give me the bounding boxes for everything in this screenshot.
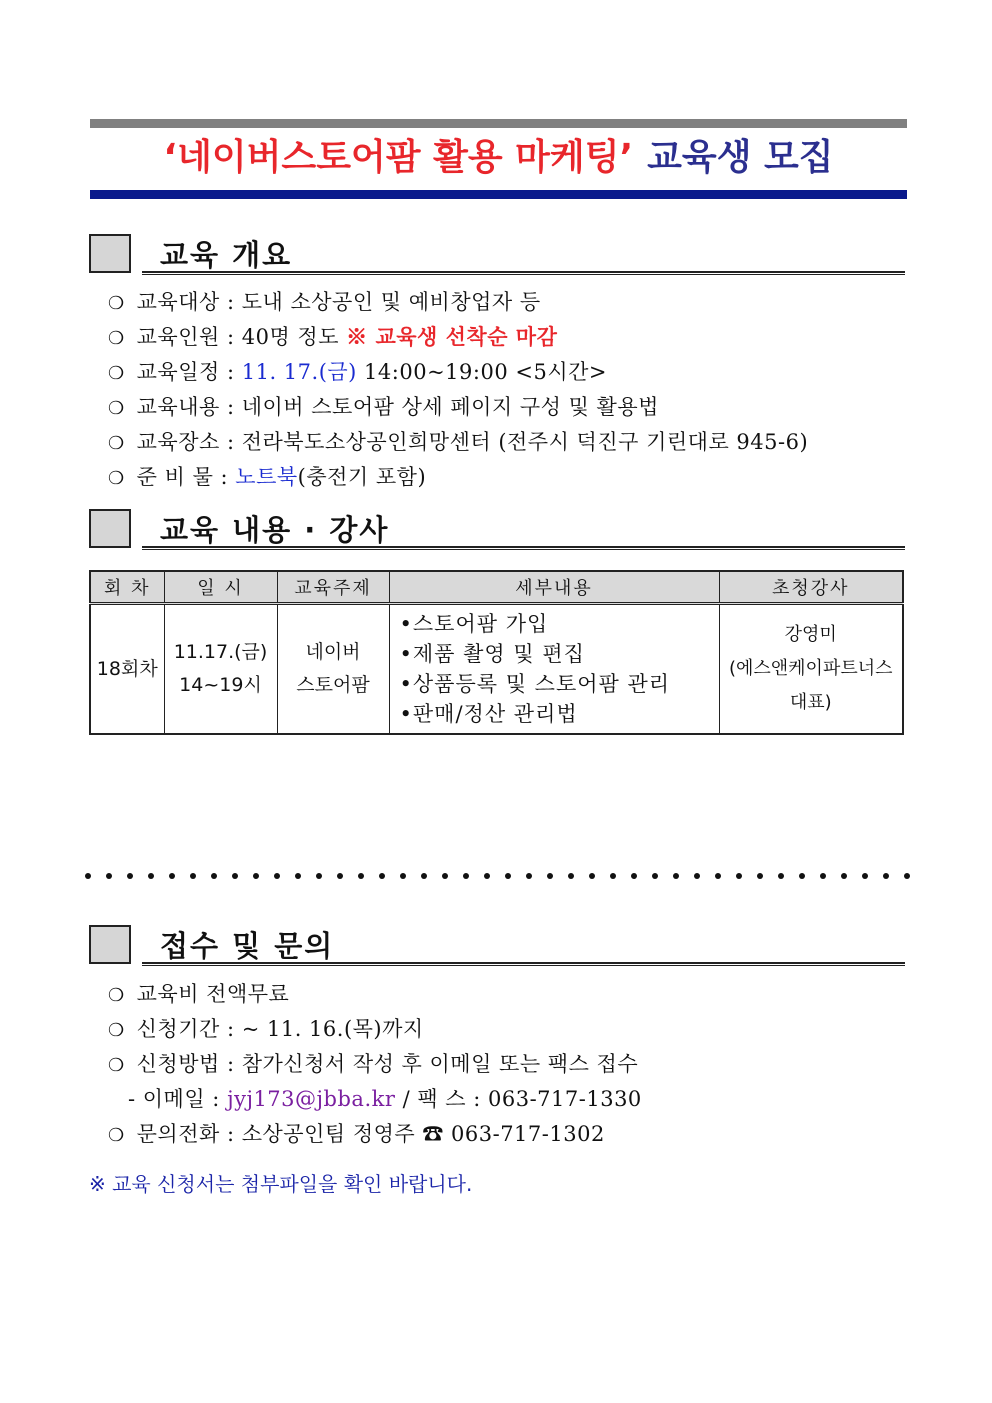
divider-dot — [610, 873, 616, 879]
divider-dot — [484, 873, 490, 879]
divider-dot — [316, 873, 322, 879]
divider-dot — [631, 873, 637, 879]
apply-item-contact: ❍ 문의전화 : 소상공인팀 정영주 ☎ 063-717-1302 — [108, 1122, 605, 1146]
divider-dot — [694, 873, 700, 879]
divider-dot — [442, 873, 448, 879]
divider-dot — [736, 873, 742, 879]
section3-underline — [142, 962, 905, 966]
divider-dot — [589, 873, 595, 879]
divider-dot — [505, 873, 511, 879]
dotted-divider — [85, 866, 910, 886]
apply-item-method: ❍ 신청방법 : 참가신청서 작성 후 이메일 또는 팩스 접수 — [108, 1052, 639, 1076]
bullet-icon: ❍ — [108, 398, 125, 419]
email-link[interactable]: jyj173@jbba.kr — [227, 1087, 396, 1111]
bullet-icon: ❍ — [108, 363, 125, 384]
bullet-icon: ❍ — [108, 433, 125, 454]
title-top-bar — [90, 119, 907, 128]
cell-details — [389, 604, 719, 735]
apply-item-period: ❍ 신청기간 : ~ 11. 16.(목)까지 — [108, 1017, 424, 1041]
divider-dot — [253, 873, 259, 879]
cell-session: 18회차 — [90, 604, 164, 735]
footer-note: ※ 교육 신청서는 첨부파일을 확인 바랍니다. — [89, 1172, 473, 1196]
divider-dot — [232, 873, 238, 879]
cell-lecturer: 강영미 (에스앤케이파트너스 대표) — [719, 604, 903, 735]
divider-dot — [127, 873, 133, 879]
divider-dot — [106, 873, 112, 879]
section2-underline — [142, 546, 905, 550]
bullet-icon: ❍ — [108, 1125, 125, 1146]
divider-dot — [211, 873, 217, 879]
schedule-date: 11. 17.(금) — [241, 360, 357, 384]
title-bottom-bar — [90, 190, 907, 199]
overview-item-supplies: ❍ 준 비 물 : 노트북(충전기 포함) — [108, 465, 427, 489]
apply-item-fee: ❍ 교육비 전액무료 — [108, 982, 290, 1006]
divider-dot — [358, 873, 364, 879]
page-title — [90, 134, 907, 182]
table-row — [90, 604, 903, 735]
first-come-notice: ※ 교육생 선착순 마감 — [346, 324, 558, 349]
bullet-icon: ❍ — [108, 985, 125, 1006]
divider-dot — [421, 873, 427, 879]
cell-datetime: 11.17.(금) 14~19시 — [164, 604, 277, 735]
divider-dot — [295, 873, 301, 879]
table-header-row — [90, 571, 903, 604]
bullet-icon: ❍ — [108, 1055, 125, 1076]
divider-dot — [652, 873, 658, 879]
divider-dot — [85, 873, 91, 879]
divider-dot — [190, 873, 196, 879]
detail-item: •상품등록 및 스토어팜 관리 — [399, 672, 671, 696]
divider-dot — [400, 873, 406, 879]
cell-topic: 네이버 스토어팜 — [277, 604, 389, 735]
divider-dot — [673, 873, 679, 879]
section2-heading: 교육 내용 · 강사 — [160, 513, 390, 547]
divider-dot — [799, 873, 805, 879]
section1-underline — [142, 271, 905, 275]
apply-email-fax: - 이메일 : jyj173@jbba.kr / 팩 스 : 063-717-1330 — [128, 1087, 642, 1111]
overview-item-schedule: ❍ 교육일정 : 11. 17.(금) 14:00~19:00 <5시간> — [108, 360, 607, 384]
bullet-icon: ❍ — [108, 468, 125, 489]
divider-dot — [757, 873, 763, 879]
bullet-icon: ❍ — [108, 328, 125, 349]
divider-dot — [841, 873, 847, 879]
divider-dot — [862, 873, 868, 879]
header-details: 세부내용 — [389, 571, 719, 604]
section3-marker — [89, 925, 131, 964]
divider-dot — [778, 873, 784, 879]
divider-dot — [169, 873, 175, 879]
header-session: 회 차 — [90, 571, 164, 604]
overview-item-capacity: ❍ 교육인원 : 40명 정도 ※ 교육생 선착순 마감 — [108, 324, 558, 349]
divider-dot — [274, 873, 280, 879]
divider-dot — [568, 873, 574, 879]
detail-item: •판매/정산 관리법 — [399, 702, 578, 726]
header-topic: 교육주제 — [277, 571, 389, 604]
schedule-table — [89, 570, 904, 735]
divider-dot — [148, 873, 154, 879]
overview-item-content: ❍ 교육내용 : 네이버 스토어팜 상세 페이지 구성 및 활용법 — [108, 395, 659, 419]
bullet-icon: ❍ — [108, 1020, 125, 1041]
divider-dot — [904, 873, 910, 879]
section3-heading: 접수 및 문의 — [160, 929, 335, 963]
section1-heading: 교육 개요 — [160, 238, 293, 272]
header-lecturer: 초청강사 — [719, 571, 903, 604]
title-blue-part: 교육생 모집 — [647, 137, 834, 178]
divider-dot — [820, 873, 826, 879]
divider-dot — [715, 873, 721, 879]
divider-dot — [463, 873, 469, 879]
detail-item: •제품 촬영 및 편집 — [399, 642, 585, 666]
header-datetime: 일 시 — [164, 571, 277, 604]
overview-item-target: ❍ 교육대상 : 도내 소상공인 및 예비창업자 등 — [108, 290, 541, 314]
divider-dot — [883, 873, 889, 879]
bullet-icon: ❍ — [108, 293, 125, 314]
detail-item: •스토어팜 가입 — [399, 612, 549, 636]
divider-dot — [526, 873, 532, 879]
divider-dot — [547, 873, 553, 879]
divider-dot — [379, 873, 385, 879]
overview-item-location: ❍ 교육장소 : 전라북도소상공인희망센터 (전주시 덕진구 기린대로 945-6) — [108, 430, 809, 454]
laptop-text: 노트북 — [235, 465, 298, 489]
title-red-part: ‘네이버스토어팜 활용 마케팅’ — [163, 137, 634, 178]
section1-marker — [89, 234, 131, 273]
section2-marker — [89, 509, 131, 548]
divider-dot — [337, 873, 343, 879]
